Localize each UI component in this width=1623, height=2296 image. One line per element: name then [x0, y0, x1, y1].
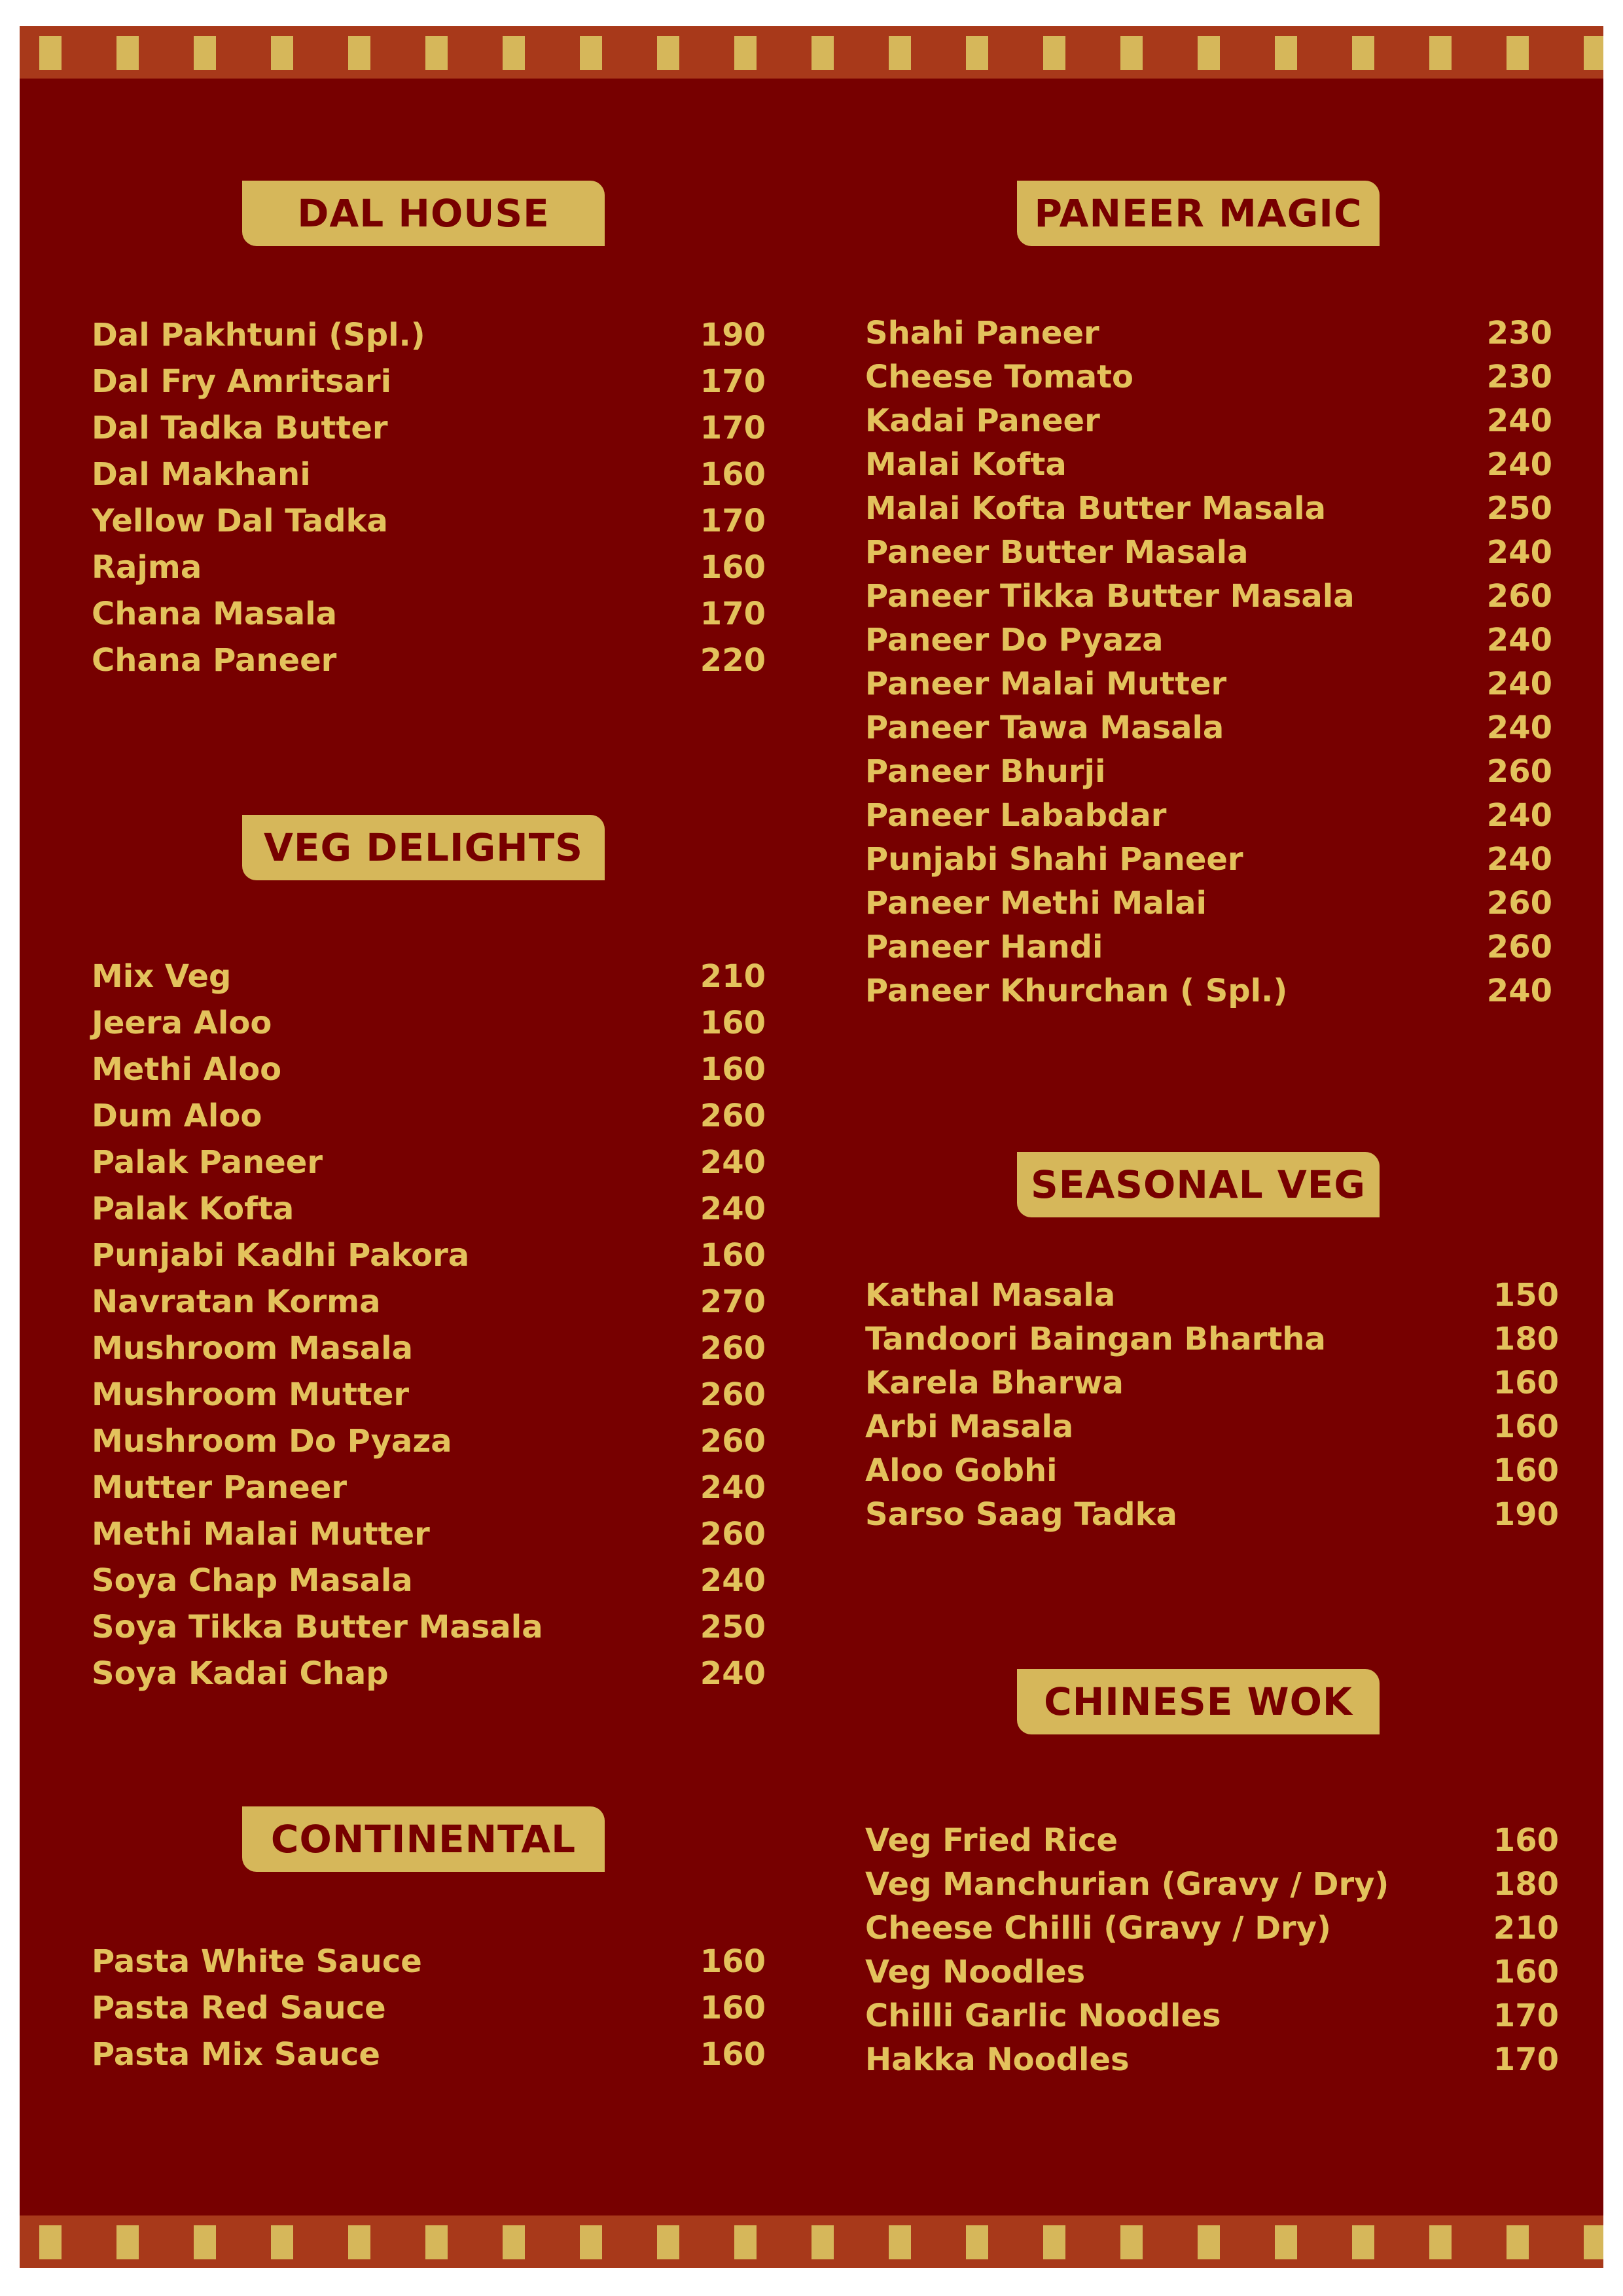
menu-item-dum-aloo [92, 1095, 766, 1137]
menu-item-dal-tadka-butter [92, 407, 766, 449]
item-price: 210 [1493, 1910, 1559, 1946]
decorative-border-top [20, 26, 1603, 79]
menu-item-dal-makhani [92, 454, 766, 495]
item-name: Arbi Masala [865, 1408, 1074, 1445]
section-title-seasonal-veg: SEASONAL VEG [1017, 1152, 1380, 1217]
item-price: 160 [700, 456, 766, 493]
item-name: Paneer Khurchan ( Spl.) [865, 973, 1288, 1009]
item-name: Paneer Tikka Butter Masala [865, 578, 1355, 615]
border-square [39, 2225, 62, 2259]
item-name: Dal Fry Amritsari [92, 363, 392, 400]
menu-item-chilli-garlic-noodles [865, 1995, 1559, 2037]
menu-item-jeera-aloo [92, 1002, 766, 1044]
menu-item-soya-kadai-chap [92, 1653, 766, 1695]
item-name: Mushroom Mutter [92, 1376, 410, 1413]
menu-item-dal-fry-amritsari [92, 361, 766, 403]
item-price: 170 [700, 596, 766, 632]
item-name: Aloo Gobhi [865, 1452, 1058, 1489]
item-price: 150 [1493, 1277, 1559, 1314]
menu-item-palak-paneer [92, 1141, 766, 1183]
item-name: Cheese Tomato [865, 359, 1134, 395]
item-name: Chana Paneer [92, 642, 337, 679]
item-name: Paneer Lababdar [865, 797, 1167, 834]
border-square [425, 36, 448, 70]
menu-item-pasta-mix-sauce [92, 2034, 766, 2075]
item-name: Methi Malai Mutter [92, 1516, 430, 1552]
border-square [812, 36, 834, 70]
item-name: Mushroom Masala [92, 1330, 413, 1367]
item-price: 240 [1486, 534, 1552, 571]
item-name: Karela Bharwa [865, 1365, 1124, 1401]
item-name: Palak Paneer [92, 1144, 323, 1181]
border-square [1275, 36, 1297, 70]
item-name: Pasta White Sauce [92, 1943, 422, 1980]
decorative-border-bottom [20, 2215, 1603, 2268]
item-price: 240 [1486, 797, 1552, 834]
item-price: 240 [1486, 973, 1552, 1009]
item-price: 240 [1486, 446, 1552, 483]
item-price: 260 [700, 1423, 766, 1460]
menu-item-mushroom-mutter [92, 1374, 766, 1416]
menu-item-aloo-gobhi [865, 1450, 1559, 1492]
item-name: Yellow Dal Tadka [92, 503, 388, 539]
menu-item-punjabi-kadhi-pakora [92, 1234, 766, 1276]
item-name: Mushroom Do Pyaza [92, 1423, 452, 1460]
item-name: Soya Chap Masala [92, 1562, 413, 1599]
border-square [271, 36, 293, 70]
menu-item-shahi-paneer [865, 312, 1552, 354]
item-price: 160 [700, 1990, 766, 2026]
border-square [580, 36, 602, 70]
menu-item-kadai-paneer [865, 400, 1552, 442]
item-price: 160 [1493, 1954, 1559, 1990]
menu-item-pasta-red-sauce [92, 1987, 766, 2029]
menu-item-paneer-butter-masala [865, 531, 1552, 573]
item-name: Punjabi Kadhi Pakora [92, 1237, 470, 1274]
border-square [1352, 36, 1374, 70]
item-name: Dal Tadka Butter [92, 410, 388, 446]
item-price: 260 [700, 1330, 766, 1367]
menu-page [20, 26, 1603, 2268]
border-square [1198, 2225, 1220, 2259]
item-price: 260 [1486, 753, 1552, 790]
item-price: 160 [700, 1051, 766, 1088]
item-price: 260 [700, 1376, 766, 1413]
border-square [1120, 36, 1143, 70]
menu-item-arbi-masala [865, 1406, 1559, 1448]
item-name: Veg Noodles [865, 1954, 1086, 1990]
item-price: 170 [1493, 2041, 1559, 2078]
menu-item-soya-chap-masala [92, 1560, 766, 1602]
item-name: Mix Veg [92, 958, 232, 995]
item-name: Kadai Paneer [865, 403, 1100, 439]
item-price: 160 [700, 549, 766, 586]
menu-item-chana-masala [92, 593, 766, 635]
menu-item-methi-aloo [92, 1049, 766, 1090]
menu-item-mutter-paneer [92, 1467, 766, 1509]
item-price: 160 [1493, 1408, 1559, 1445]
item-name: Paneer Bhurji [865, 753, 1106, 790]
border-square [425, 2225, 448, 2259]
menu-item-mix-veg [92, 956, 766, 997]
border-square [1507, 2225, 1529, 2259]
menu-item-malai-kofta [865, 444, 1552, 486]
item-name: Malai Kofta Butter Masala [865, 490, 1326, 527]
border-square [1275, 2225, 1297, 2259]
item-price: 160 [700, 1005, 766, 1041]
menu-item-soya-tikka-butter-masala [92, 1606, 766, 1648]
menu-item-sarso-saag-tadka [865, 1494, 1559, 1535]
menu-item-veg-manchurian-gravy-dry [865, 1863, 1559, 1905]
menu-item-paneer-methi-malai [865, 882, 1552, 924]
menu-item-paneer-do-pyaza [865, 619, 1552, 661]
border-square [503, 2225, 525, 2259]
item-name: Sarso Saag Tadka [865, 1496, 1177, 1533]
item-name: Shahi Paneer [865, 315, 1099, 351]
item-name: Paneer Malai Mutter [865, 666, 1227, 702]
item-price: 160 [1493, 1452, 1559, 1489]
item-price: 240 [1486, 709, 1552, 746]
menu-item-navratan-korma [92, 1281, 766, 1323]
item-price: 170 [700, 503, 766, 539]
item-name: Cheese Chilli (Gravy / Dry) [865, 1910, 1331, 1946]
menu-item-yellow-dal-tadka [92, 500, 766, 542]
item-price: 240 [700, 1191, 766, 1227]
item-price: 230 [1486, 315, 1552, 351]
border-square [889, 2225, 911, 2259]
border-square [657, 2225, 679, 2259]
item-name: Methi Aloo [92, 1051, 282, 1088]
border-square [1429, 36, 1452, 70]
border-square [348, 2225, 370, 2259]
item-name: Dum Aloo [92, 1098, 262, 1134]
item-name: Navratan Korma [92, 1283, 381, 1320]
menu-item-cheese-tomato [865, 356, 1552, 398]
menu-item-paneer-lababdar [865, 795, 1552, 836]
item-name: Dal Makhani [92, 456, 311, 493]
item-price: 240 [700, 1469, 766, 1506]
item-price: 160 [700, 2036, 766, 2073]
menu-item-tandoori-baingan-bhartha [865, 1318, 1559, 1360]
border-square [271, 2225, 293, 2259]
menu-item-paneer-tawa-masala [865, 707, 1552, 749]
border-square [348, 36, 370, 70]
item-name: Chana Masala [92, 596, 338, 632]
item-name: Malai Kofta [865, 446, 1067, 483]
border-square [39, 36, 62, 70]
menu-item-malai-kofta-butter-masala [865, 488, 1552, 529]
border-square [1429, 2225, 1452, 2259]
item-name: Mutter Paneer [92, 1469, 347, 1506]
menu-item-paneer-tikka-butter-masala [865, 575, 1552, 617]
menu-item-veg-noodles [865, 1951, 1559, 1993]
item-name: Veg Fried Rice [865, 1822, 1118, 1859]
item-price: 160 [700, 1237, 766, 1274]
border-square [503, 36, 525, 70]
menu-item-chana-paneer [92, 639, 766, 681]
item-price: 250 [700, 1609, 766, 1645]
section-title-veg-delights: VEG DELIGHTS [242, 815, 605, 880]
menu-item-paneer-malai-mutter [865, 663, 1552, 705]
item-price: 180 [1493, 1321, 1559, 1357]
menu-item-paneer-khurchan-spl [865, 970, 1552, 1012]
item-price: 210 [700, 958, 766, 995]
item-price: 190 [1493, 1496, 1559, 1533]
border-square [194, 2225, 216, 2259]
item-name: Chilli Garlic Noodles [865, 1998, 1221, 2034]
menu-item-kathal-masala [865, 1274, 1559, 1316]
item-price: 240 [700, 1144, 766, 1181]
item-price: 250 [1486, 490, 1552, 527]
item-name: Paneer Tawa Masala [865, 709, 1224, 746]
item-price: 160 [700, 1943, 766, 1980]
item-price: 260 [1486, 578, 1552, 615]
item-price: 170 [700, 410, 766, 446]
item-price: 170 [1493, 1998, 1559, 2034]
item-price: 240 [1486, 622, 1552, 658]
border-square [734, 36, 757, 70]
border-square [657, 36, 679, 70]
item-price: 240 [1486, 666, 1552, 702]
item-price: 170 [700, 363, 766, 400]
item-name: Jeera Aloo [92, 1005, 272, 1041]
item-name: Paneer Do Pyaza [865, 622, 1164, 658]
border-square [1120, 2225, 1143, 2259]
menu-item-cheese-chilli-gravy-dry [865, 1907, 1559, 1949]
menu-item-palak-kofta [92, 1188, 766, 1230]
item-price: 260 [700, 1098, 766, 1134]
item-price: 260 [1486, 885, 1552, 922]
border-square [734, 2225, 757, 2259]
section-title-chinese-wok: CHINESE WOK [1017, 1669, 1380, 1734]
menu-item-methi-malai-mutter [92, 1513, 766, 1555]
item-price: 240 [700, 1655, 766, 1692]
item-name: Paneer Methi Malai [865, 885, 1207, 922]
section-title-continental: CONTINENTAL [242, 1806, 605, 1872]
item-price: 260 [1486, 929, 1552, 965]
item-price: 160 [1493, 1365, 1559, 1401]
menu-item-punjabi-shahi-paneer [865, 838, 1552, 880]
border-square [966, 2225, 988, 2259]
item-name: Hakka Noodles [865, 2041, 1130, 2078]
border-square [1584, 36, 1603, 70]
border-square [1352, 2225, 1374, 2259]
item-name: Dal Pakhtuni (Spl.) [92, 317, 425, 353]
item-price: 240 [1486, 841, 1552, 878]
section-title-paneer-magic: PANEER MAGIC [1017, 181, 1380, 246]
menu-item-karela-bharwa [865, 1362, 1559, 1404]
item-name: Soya Tikka Butter Masala [92, 1609, 543, 1645]
border-square [889, 36, 911, 70]
item-name: Tandoori Baingan Bhartha [865, 1321, 1326, 1357]
menu-item-mushroom-do-pyaza [92, 1420, 766, 1462]
menu-item-paneer-handi [865, 926, 1552, 968]
item-price: 230 [1486, 359, 1552, 395]
item-name: Punjabi Shahi Paneer [865, 841, 1243, 878]
item-price: 220 [700, 642, 766, 679]
border-square [966, 36, 988, 70]
menu-item-hakka-noodles [865, 2039, 1559, 2081]
item-name: Paneer Butter Masala [865, 534, 1249, 571]
item-name: Pasta Red Sauce [92, 1990, 386, 2026]
menu-item-dal-pakhtuni-spl [92, 314, 766, 356]
item-price: 240 [700, 1562, 766, 1599]
item-name: Paneer Handi [865, 929, 1103, 965]
menu-item-pasta-white-sauce [92, 1941, 766, 1982]
border-square [1507, 36, 1529, 70]
border-square [1043, 2225, 1065, 2259]
border-square [1043, 36, 1065, 70]
border-square [812, 2225, 834, 2259]
menu-item-paneer-bhurji [865, 751, 1552, 793]
section-title-dal-house: DAL HOUSE [242, 181, 605, 246]
border-square [194, 36, 216, 70]
menu-item-veg-fried-rice [865, 1820, 1559, 1861]
item-price: 190 [700, 317, 766, 353]
item-price: 260 [700, 1516, 766, 1552]
item-name: Kathal Masala [865, 1277, 1116, 1314]
border-square [116, 2225, 139, 2259]
item-price: 270 [700, 1283, 766, 1320]
item-name: Palak Kofta [92, 1191, 294, 1227]
border-square [1584, 2225, 1603, 2259]
item-name: Rajma [92, 549, 202, 586]
menu-item-mushroom-masala [92, 1327, 766, 1369]
item-name: Veg Manchurian (Gravy / Dry) [865, 1866, 1389, 1903]
border-square [1198, 36, 1220, 70]
item-price: 180 [1493, 1866, 1559, 1903]
item-name: Soya Kadai Chap [92, 1655, 389, 1692]
item-price: 160 [1493, 1822, 1559, 1859]
border-square [116, 36, 139, 70]
menu-item-rajma [92, 547, 766, 588]
border-square [580, 2225, 602, 2259]
item-name: Pasta Mix Sauce [92, 2036, 380, 2073]
item-price: 240 [1486, 403, 1552, 439]
